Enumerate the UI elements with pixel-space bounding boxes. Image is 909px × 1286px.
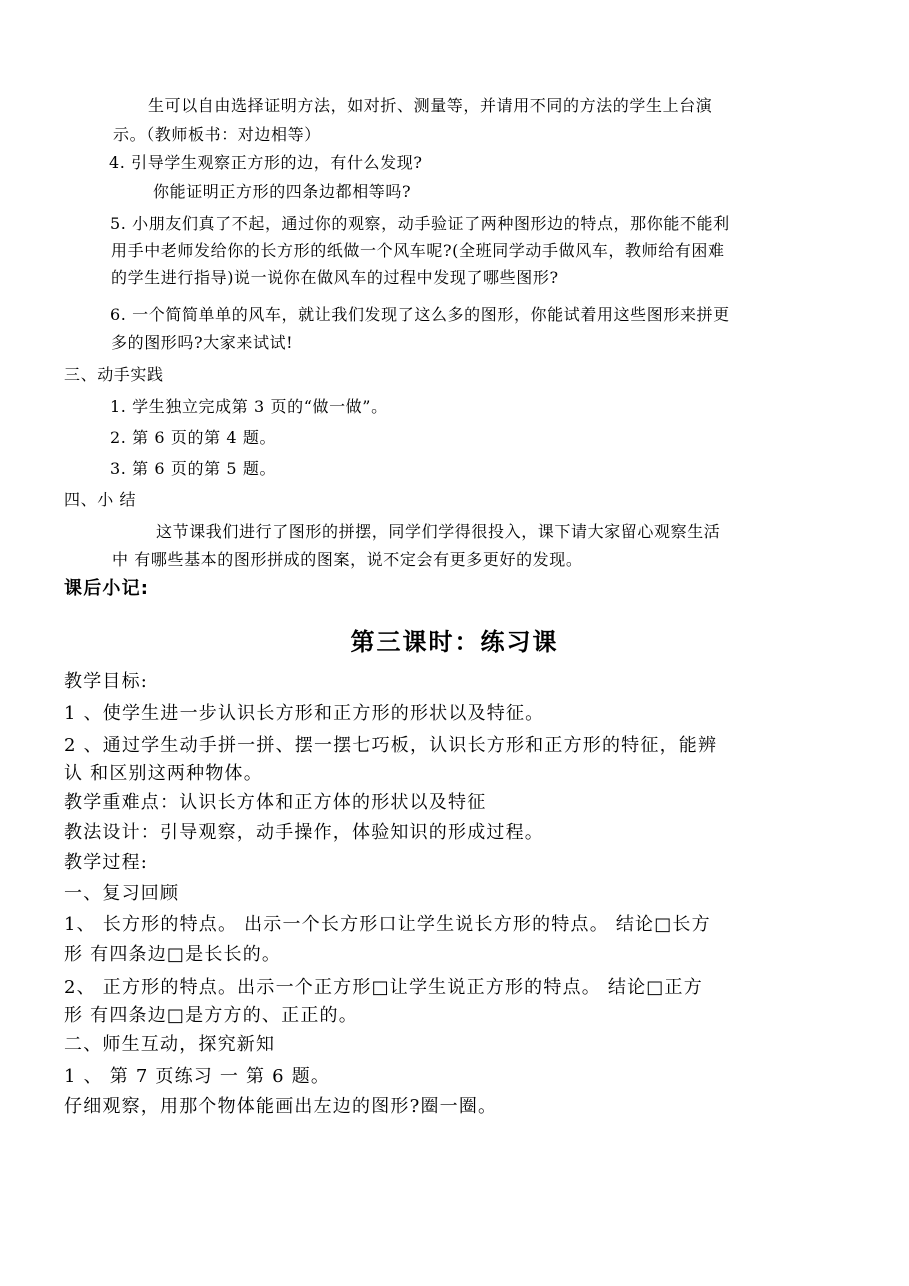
notes-heading: 课后小记:: [64, 578, 150, 599]
text-line: 的学生进行指导)说一说你在做风车的过程中发现了哪些图形?: [111, 268, 559, 287]
text-line: 教学过程:: [64, 852, 149, 873]
text-line: 示。（教师板书：对边相等）: [113, 125, 321, 144]
section-heading: 一、复习回顾: [64, 883, 180, 904]
text-line: 中 有哪些基本的图形拼成的图案，说不定会有更多更好的发现。: [112, 550, 583, 569]
text-line: 教法设计：引导观察，动手操作，体验知识的形成过程。: [64, 822, 544, 843]
text-line: 用手中老师发给你的长方形的纸做一个风车呢?(全班同学动手做风车，教师给有困难: [111, 241, 725, 260]
section-heading: 三、动手实践: [64, 365, 164, 384]
text-line: 2、 正方形的特点。出示一个正方形□让学生说正方形的特点。 结论□正方: [64, 977, 703, 998]
text-line: 生可以自由选择证明方法，如对折、测量等，并请用不同的方法的学生上台演: [148, 96, 713, 115]
text-line: 1 、 第 7 页练习 一 第 6 题。: [64, 1066, 331, 1087]
text-line: 5. 小朋友们真了不起，通过你的观察，动手验证了两种图形边的特点，那你能不能利: [110, 214, 730, 233]
list-item: 1. 学生独立完成第 3 页的“做一做”。: [110, 397, 388, 416]
text-line: 形 有四条边□是方方的、正正的。: [64, 1005, 358, 1026]
text-line: 你能证明正方形的四条边都相等吗?: [153, 182, 412, 201]
text-line: 形 有四条边□是长长的。: [64, 944, 282, 965]
page-title: 第三课时：练习课: [350, 628, 559, 656]
text-line: 1、 长方形的特点。 出示一个长方形口让学生说长方形的特点。 结论□长方: [64, 914, 711, 935]
text-line: 6. 一个简简单单的风车，就让我们发现了这么多的图形，你能试着用这些图形来拼更: [110, 305, 730, 324]
text-line: 2 、通过学生动手拼一拼、摆一摆七巧板，认识长方形和正方形的特征，能辨: [64, 735, 718, 756]
text-line: 教学目标:: [64, 671, 149, 692]
list-item: 3. 第 6 页的第 5 题。: [110, 459, 277, 478]
text-line: 多的图形吗?大家来试试!: [111, 333, 294, 352]
text-line: 1 、使学生进一步认识长方形和正方形的形状以及特征。: [64, 703, 545, 724]
text-line: 仔细观察，用那个物体能画出左边的图形?圈一圈。: [64, 1096, 498, 1117]
text-line: 认 和区别这两种物体。: [64, 763, 263, 784]
text-line: 4. 引导学生观察正方形的边，有什么发现?: [109, 153, 423, 172]
text-line: 这节课我们进行了图形的拼摆，同学们学得很投入，课下请大家留心观察生活: [156, 522, 721, 541]
list-item: 2. 第 6 页的第 4 题。: [110, 428, 277, 447]
section-heading: 二、师生互动，探究新知: [64, 1034, 276, 1055]
section-heading: 四、小 结: [64, 490, 137, 509]
text-line: 教学重难点：认识长方体和正方体的形状以及特征: [64, 792, 487, 813]
